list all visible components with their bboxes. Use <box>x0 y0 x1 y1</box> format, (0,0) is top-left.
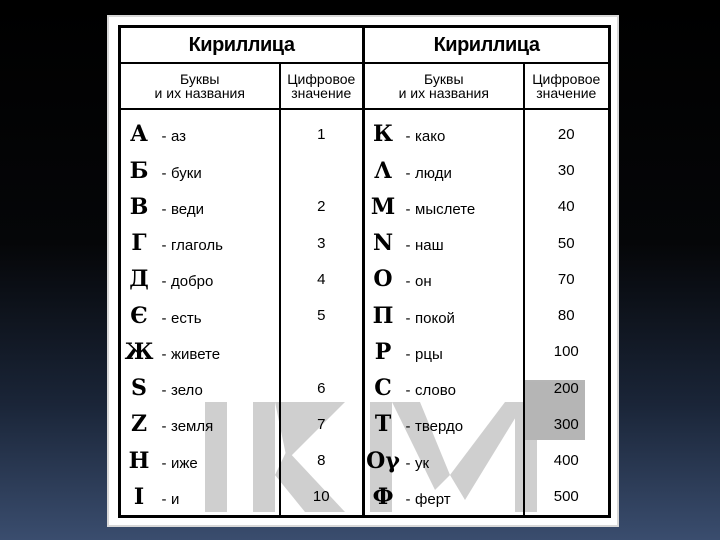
right-value-cell: 50 <box>524 225 610 261</box>
left-value-cell: 8 <box>280 442 364 478</box>
left-letters-header <box>120 63 280 109</box>
left-letter-cell <box>120 261 280 297</box>
letter-name: живете <box>171 345 221 363</box>
table-row <box>120 334 610 370</box>
letter-glyph: Г <box>131 230 147 257</box>
letter-name: буки <box>171 164 202 182</box>
table-row <box>120 442 610 478</box>
dash: - <box>405 454 411 472</box>
right-letter-cell <box>364 225 524 261</box>
letter-glyph: Λ <box>374 157 392 184</box>
left-letter-cell <box>120 109 280 153</box>
left-value-cell: 5 <box>280 298 364 334</box>
left-value-cell: 2 <box>280 189 364 225</box>
letter-glyph: І <box>133 483 145 510</box>
dash: - <box>405 418 411 436</box>
right-letter-cell <box>364 479 524 517</box>
dash: - <box>405 382 411 400</box>
letter-glyph: Ζ <box>130 411 148 438</box>
header-line: Буквы <box>179 71 220 87</box>
letter-glyph: Р <box>374 338 392 365</box>
dash: - <box>405 490 411 508</box>
right-title: Кириллица <box>364 27 610 64</box>
letter-name: рцы <box>415 345 443 363</box>
letter-name: мыслете <box>415 200 476 218</box>
letter-glyph: О <box>373 266 393 293</box>
header-line: Буквы <box>424 71 464 87</box>
letter-glyph: Оγ <box>366 447 400 474</box>
letter-glyph: С <box>374 375 392 402</box>
left-value-cell: 1 <box>280 109 364 153</box>
left-value-cell: 10 <box>280 479 364 517</box>
letter-glyph: В <box>129 193 149 220</box>
cyrillic-table <box>118 25 611 518</box>
dash: - <box>161 128 167 146</box>
letter-name: аз <box>171 128 187 146</box>
dash: - <box>161 418 167 436</box>
letter-name: добро <box>171 273 214 291</box>
letter-glyph: Т <box>374 411 392 438</box>
header-line: Цифровое <box>287 71 356 87</box>
letter-name: наш <box>415 237 444 255</box>
letter-name: ферт <box>415 490 451 508</box>
table-row <box>120 406 610 442</box>
dash: - <box>161 382 167 400</box>
right-letter-cell <box>364 406 524 442</box>
left-letter-cell <box>120 189 280 225</box>
left-letter-cell <box>120 479 280 517</box>
table-row <box>120 109 610 153</box>
right-letter-cell <box>364 153 524 189</box>
letter-name: зело <box>171 382 203 400</box>
letter-glyph: Н <box>128 447 150 474</box>
letter-name: ук <box>415 454 430 472</box>
left-letter-cell <box>120 406 280 442</box>
right-value-cell: 300 <box>524 406 610 442</box>
letter-glyph: Ѕ <box>131 375 147 402</box>
letter-glyph: Б <box>129 157 149 184</box>
left-letter-cell <box>120 442 280 478</box>
right-value-cell: 70 <box>524 261 610 297</box>
dash: - <box>405 345 411 363</box>
right-letter-cell <box>364 370 524 406</box>
header-line: и их названия <box>154 85 245 101</box>
dash: - <box>161 200 167 218</box>
right-letter-cell <box>364 189 524 225</box>
table-row <box>120 153 610 189</box>
dash: - <box>405 200 411 218</box>
dash: - <box>405 128 411 146</box>
table-row <box>120 479 610 517</box>
dash: - <box>161 164 167 182</box>
table-row <box>120 261 610 297</box>
dash: - <box>405 273 411 291</box>
right-letter-cell <box>364 334 524 370</box>
right-value-cell: 30 <box>524 153 610 189</box>
letter-glyph: П <box>372 302 394 329</box>
letter-name: слово <box>415 382 456 400</box>
letter-name: земля <box>171 418 214 436</box>
right-value-cell: 500 <box>524 479 610 517</box>
letter-name: люди <box>415 164 452 182</box>
right-value-cell: 20 <box>524 109 610 153</box>
right-letter-cell <box>364 442 524 478</box>
letter-name: твердо <box>415 418 464 436</box>
left-title: Кириллица <box>120 27 364 64</box>
dash: - <box>161 345 167 363</box>
dash: - <box>161 237 167 255</box>
letter-glyph: М <box>370 193 396 220</box>
dash: - <box>405 237 411 255</box>
right-value-cell: 40 <box>524 189 610 225</box>
dash: - <box>161 490 167 508</box>
dash: - <box>161 454 167 472</box>
left-value-cell <box>280 334 364 370</box>
dash: - <box>161 309 167 327</box>
letter-name: веди <box>171 200 204 218</box>
table-row <box>120 189 610 225</box>
right-letters-header <box>364 63 524 109</box>
header-line: Цифровое <box>532 71 601 87</box>
table-row <box>120 225 610 261</box>
letter-name: покой <box>415 309 455 327</box>
left-letter-cell <box>120 334 280 370</box>
right-value-cell: 80 <box>524 298 610 334</box>
right-value-cell: 200 <box>524 370 610 406</box>
left-letter-cell <box>120 153 280 189</box>
header-line: и их названия <box>398 85 489 101</box>
table-row <box>120 298 610 334</box>
header-line: значение <box>536 85 597 101</box>
letter-name: како <box>415 128 446 146</box>
right-value-cell: 400 <box>524 442 610 478</box>
letter-glyph: N <box>372 230 394 257</box>
letter-glyph: Ж <box>124 338 154 365</box>
left-value-cell: 3 <box>280 225 364 261</box>
left-value-header <box>280 63 364 109</box>
left-value-cell <box>280 153 364 189</box>
left-letter-cell <box>120 370 280 406</box>
left-value-cell: 4 <box>280 261 364 297</box>
left-value-cell: 7 <box>280 406 364 442</box>
letter-glyph: К <box>373 121 394 148</box>
letter-name: иже <box>171 454 198 472</box>
letter-name: есть <box>171 309 202 327</box>
header-line: значение <box>291 85 352 101</box>
right-letter-cell <box>364 109 524 153</box>
letter-name: он <box>415 273 432 291</box>
left-letter-cell <box>120 225 280 261</box>
letter-glyph: Ф <box>372 483 394 510</box>
left-letter-cell <box>120 298 280 334</box>
right-letter-cell <box>364 261 524 297</box>
letter-name: и <box>171 490 180 508</box>
letter-glyph: А <box>130 121 148 148</box>
dash: - <box>405 309 411 327</box>
left-value-cell: 6 <box>280 370 364 406</box>
letter-name: глаголь <box>171 237 223 255</box>
dash: - <box>405 164 411 182</box>
letter-glyph: Є <box>130 302 148 329</box>
right-value-cell: 100 <box>524 334 610 370</box>
right-value-header <box>524 63 610 109</box>
dash: - <box>161 273 167 291</box>
letter-glyph: Д <box>129 266 149 293</box>
table-row <box>120 370 610 406</box>
right-letter-cell <box>364 298 524 334</box>
